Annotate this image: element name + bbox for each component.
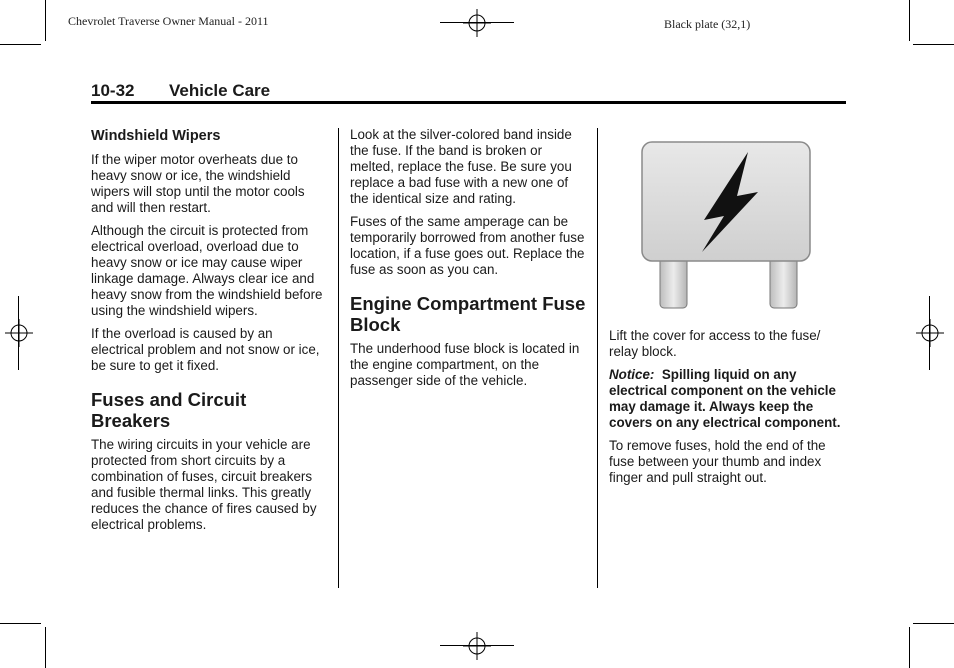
registration-line-bottom <box>440 645 514 646</box>
illustration-caption: Lift the cover for access to the fuse/ relay block. <box>609 328 821 359</box>
wipers-paragraph-2: Although the circuit is protected from electrical overload, overload due to heavy snow or ice may cause wiper linkage damage. Always clear ice and heavy snow from the windshield before using the windshield wipers. <box>91 223 323 318</box>
notice-block <box>609 367 847 431</box>
crop-mark-top-left-v <box>45 0 46 41</box>
crop-mark-bottom-left-h <box>0 623 41 624</box>
fuse-band-paragraph: Look at the silver-colored band inside the fuse. If the band is broken or melted, replace the fuse. Be sure you replace a bad fuse with a new one of the identical size and rating. <box>350 127 572 206</box>
registration-mark-bottom <box>463 632 491 660</box>
crop-mark-top-left-h <box>0 44 41 45</box>
wipers-paragraph-3: If the overload is caused by an electrical problem and not snow or ice, be sure to get it fixed. <box>91 326 320 373</box>
heading-fuses-circuit-breakers: Fuses and Circuit Breakers <box>91 389 247 431</box>
remove-fuses-paragraph: To remove fuses, hold the end of the fuse between your thumb and index finger and pull straight out. <box>609 438 826 485</box>
registration-mark-left <box>5 319 33 347</box>
crop-mark-bottom-right-v <box>909 627 910 668</box>
fuse-relay-lightning-icon <box>640 140 814 310</box>
registration-mark-top <box>463 9 491 37</box>
crop-mark-top-right-v <box>909 0 910 41</box>
notice-label: Notice: <box>609 367 655 382</box>
wipers-paragraph-1: If the wiper motor overheats due to heavy snow or ice, the windshield wipers will stop until the motor cools and will then restart. <box>91 152 305 215</box>
heading-windshield-wipers: Windshield Wipers <box>91 128 221 144</box>
plate-label: Black plate (32,1) <box>664 17 751 31</box>
column-2 <box>350 127 588 396</box>
crop-mark-bottom-left-v <box>45 627 46 668</box>
column-divider-1 <box>338 128 339 588</box>
header-rule <box>91 101 846 104</box>
registration-line-top <box>440 22 514 23</box>
running-header <box>91 81 846 106</box>
notice-text: Spilling liquid on any electrical component on the vehicle may damage it. Always keep the covers on any electrical component. <box>609 367 841 430</box>
page-number: 10-32 <box>91 81 135 100</box>
crop-mark-bottom-right-h <box>913 623 954 624</box>
registration-line-right <box>929 296 930 370</box>
manual-title: Chevrolet Traverse Owner Manual - 2011 <box>68 14 269 28</box>
heading-engine-compartment-fuse-block: Engine Compartment Fuse Block <box>350 293 586 335</box>
column-divider-2 <box>597 128 598 588</box>
section-name: Vehicle Care <box>169 81 271 100</box>
fuse-borrow-paragraph: Fuses of the same amperage can be temporarily borrowed from another fuse location, if a fuse goes out. Replace the fuse as soon as you can. <box>350 214 585 277</box>
fuses-paragraph-1: The wiring circuits in your vehicle are protected from short circuits by a combination of fuses, circuit breakers and fusible thermal links. This greatly reduces the chance of fires caused by electrical problems. <box>91 437 317 532</box>
registration-line-left <box>18 296 19 370</box>
registration-mark-right <box>916 319 944 347</box>
fuse-block-location-paragraph: The underhood fuse block is located in the engine compartment, on the passenger side of the vehicle. <box>350 341 580 388</box>
crop-mark-top-right-h <box>913 44 954 45</box>
column-1 <box>91 127 329 540</box>
column-3 <box>609 328 847 493</box>
